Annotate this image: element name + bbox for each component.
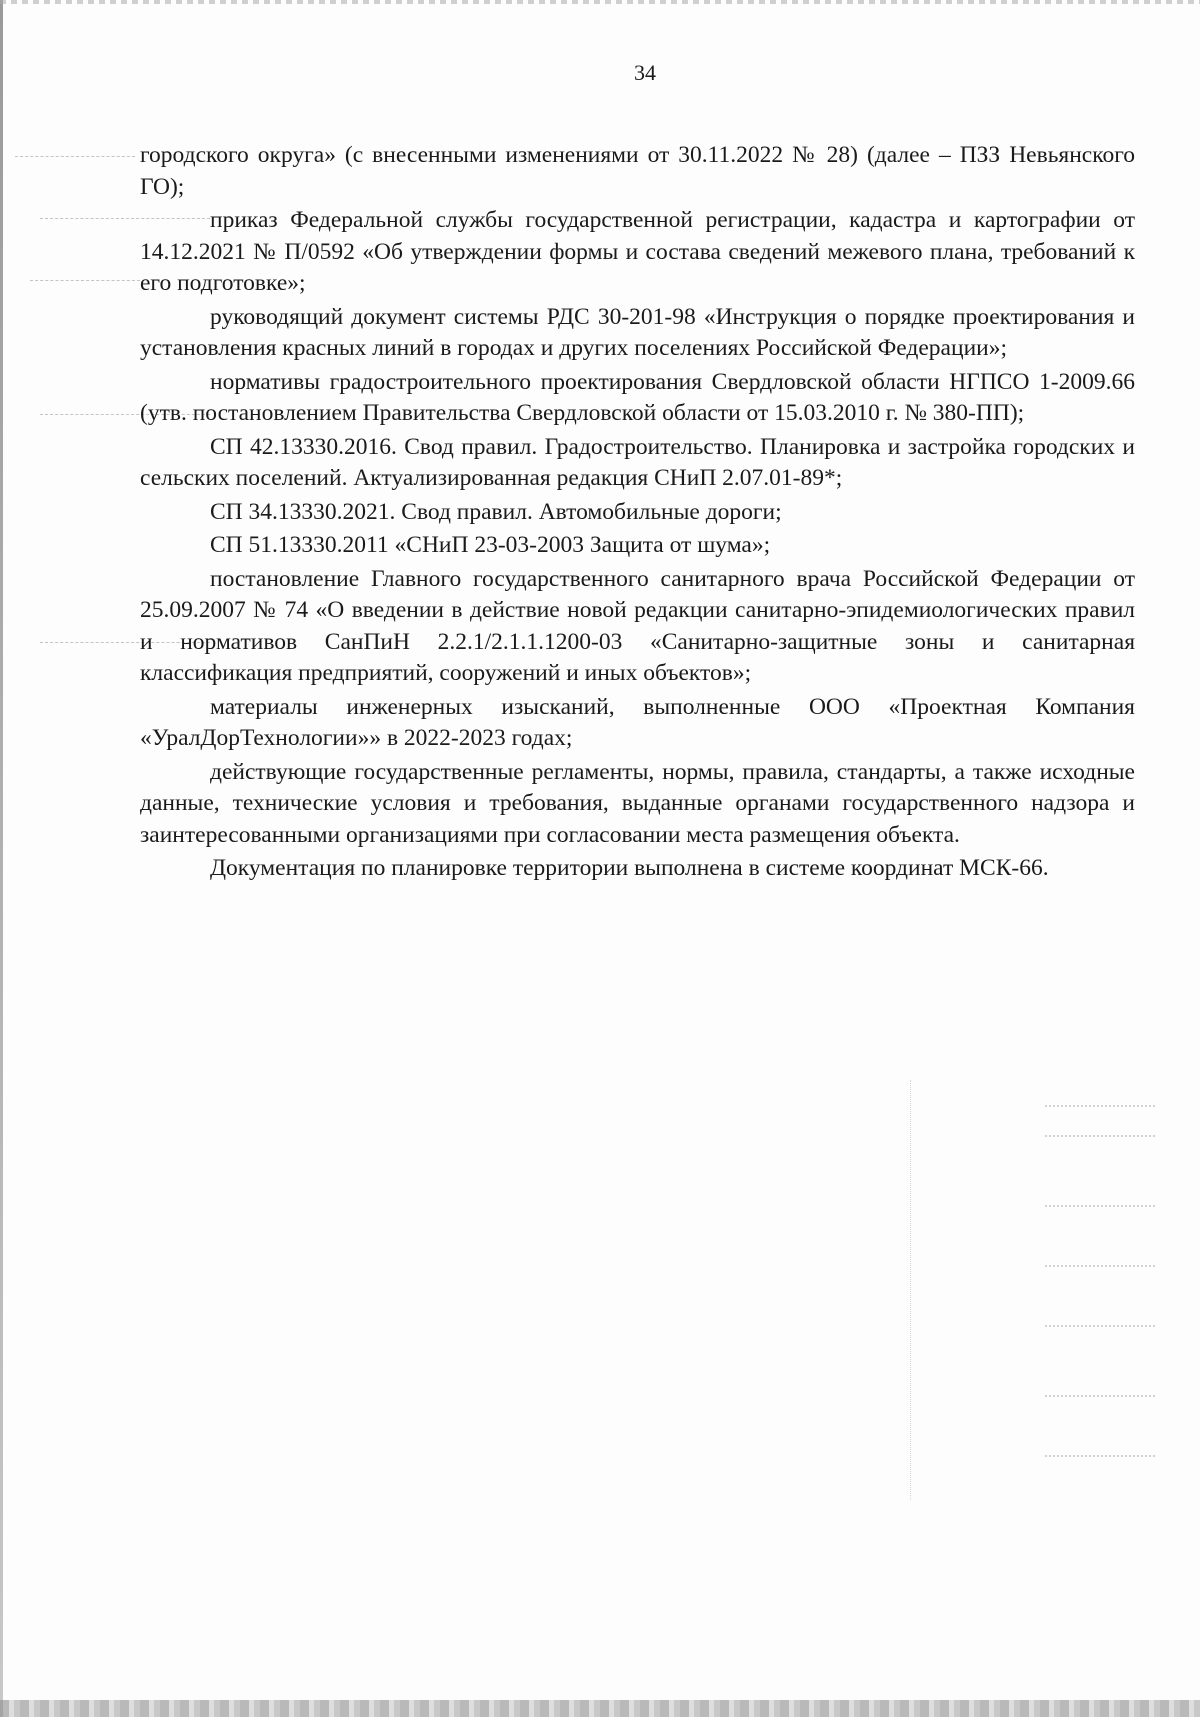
paragraph-surveys: материалы инженерных изысканий, выполненные ООО «Проектная Компания «УралДорТехнологии»» в 2022-2023 годах; [140, 693, 1135, 751]
scan-artifact [1045, 1105, 1155, 1119]
paragraph-regulations: действующие государственные регламенты, нормы, правила, стандарты, а также исходные данные, технические условия и требования, выданные органами государственного надзора и заинтересованными организациями при согласовании места размещения объекта. [140, 758, 1135, 848]
scan-bottom-edge [0, 1700, 1200, 1717]
paragraph-ngpso: нормативы градостроительного проектирования Свердловской области НГПСО 1-2009.66 (утв. постановлением Правительства Свердловской области от 15.03.2010 г. № 380-ПП); [140, 368, 1135, 426]
scan-artifact [1045, 1265, 1155, 1279]
scan-artifact [1045, 1455, 1155, 1469]
scan-artifact [1045, 1325, 1155, 1339]
paragraph-sp-42: СП 42.13330.2016. Свод правил. Градостроительство. Планировка и застройка городских и сельских поселений. Актуализированная редакция СНиП 2.07.01-89*; [140, 433, 1135, 491]
paragraph-order-rosreestr: приказ Федеральной службы государственной регистрации, кадастра и картографии от 14.12.2021 № П/0592 «Об утверждении формы и состава сведений межевого плана, требований к его подготовке»; [140, 207, 1135, 296]
paragraph-sp-51: СП 51.13330.2011 «СНиП 23-03-2003 Защита от шума»; [210, 532, 771, 558]
paragraph-coordinate-system: Документация по планировке территории выполнена в системе координат МСК-66. [210, 855, 1049, 881]
paragraph-sp-34: СП 34.13330.2021. Свод правил. Автомобильные дороги; [210, 498, 782, 525]
scan-artifact-line [910, 1080, 911, 1500]
scan-artifact [1045, 1205, 1155, 1219]
page-number: 34 [634, 60, 656, 85]
paragraph-pzz: городского округа» (с внесенными изменениями от 30.11.2022 № 28) (далее – ПЗЗ Невьянского ГО); [140, 142, 1135, 200]
paragraph-sanpin: постановление Главного государственного санитарного врача Российской Федерации от 25.09.2007 № 74 «О введении в действие новой редакции санитарно-эпидемиологических правил и нормативов СанПиН 2.2.1/2.1.1.1200-03 «Санитарно-защитные зоны и санитарная классификация предприятий, сооружений и иных объектов»; [140, 565, 1135, 686]
paragraph-rds: руководящий документ системы РДС 30-201-98 «Инструкция о порядке проектирования и установления красных линий в городах и других поселениях Российской Федерации»; [140, 303, 1135, 361]
bleed-through-mark [30, 280, 140, 281]
scan-artifact [1045, 1135, 1155, 1149]
scan-top-edge [0, 0, 1200, 4]
document-body [140, 140, 1135, 887]
scan-left-edge [0, 0, 3, 1717]
bleed-through-mark [15, 156, 135, 157]
scan-artifact [1045, 1395, 1155, 1409]
